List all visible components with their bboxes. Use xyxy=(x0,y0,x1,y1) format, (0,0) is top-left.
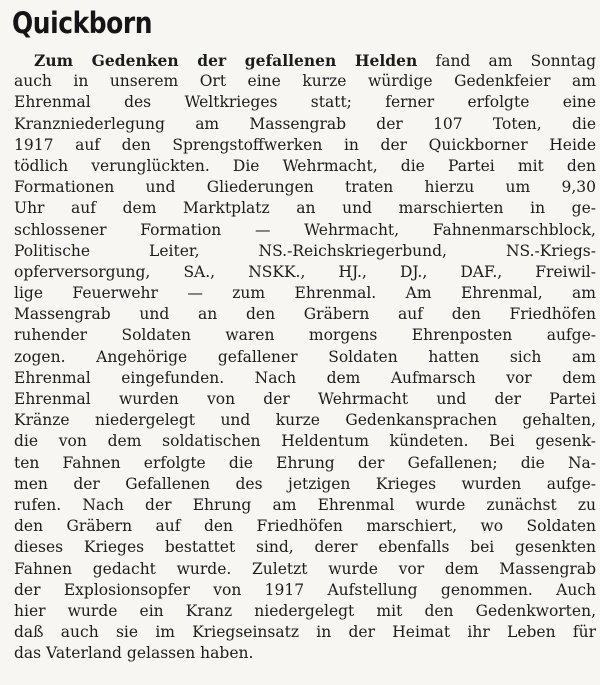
article-line: Fahnen gedacht wurde. Zuletzt wurde vor dem Massengrab xyxy=(14,559,596,578)
article-line: zogen. Angehörige gefallener Soldaten hatten sich am xyxy=(14,347,596,366)
article-line: Kranzniederlegung am Massengrab der 107 Toten, die xyxy=(14,114,596,133)
article-line: den Gräbern auf den Friedhöfen marschiert, wo Soldaten xyxy=(14,517,596,536)
article-line: tödlich verunglückten. Die Wehrmacht, die Partei mit den xyxy=(14,156,596,175)
article-line: die von dem soldatischen Heldentum kündeten. Bei gesenk- xyxy=(14,432,596,451)
article-line: auch in unserem Ort eine kurze würdige Gedenkfeier am xyxy=(14,72,596,91)
article-line: Politische Leiter, NS.-Reichskriegerbund, NS.-Kriegs- xyxy=(14,241,596,260)
article-line: dieses Krieges bestattet sind, derer ebenfalls bei gesenkten xyxy=(14,538,596,557)
article-line: Ehrenmal eingefunden. Nach dem Aufmarsch vor dem xyxy=(14,368,596,387)
article-line: das Vaterland gelassen haben. xyxy=(14,644,254,663)
article-line: Formationen und Gliederungen traten hierzu um 9,30 xyxy=(14,178,596,197)
article-line: Massengrab und an den Gräbern auf den Friedhöfen xyxy=(14,305,596,324)
article-line: ten Fahnen erfolgte die Ehrung der Gefallenen; die Na- xyxy=(14,453,596,472)
article-body xyxy=(14,50,596,664)
article-line: Uhr auf dem Marktplatz an und marschierten in ge- xyxy=(14,199,596,218)
article-line: Kränze niedergelegt und kurze Gedenkansprachen gehalten, xyxy=(14,411,596,430)
article-line: Ehrenmal des Weltkrieges statt; ferner erfolgte eine xyxy=(14,93,596,112)
article-line-text: fand am Sonntag xyxy=(435,52,596,70)
article-line xyxy=(14,50,596,71)
article-line: Ehrenmal wurden von der Wehrmacht und der Partei xyxy=(14,390,596,408)
article-line: schlossener Formation — Wehrmacht, Fahnenmarschblock, xyxy=(14,220,596,239)
article-line: hier wurde ein Kranz niedergelegt mit den Gedenkworten, xyxy=(14,601,596,620)
article-line: 1917 auf den Sprengstoffwerken in der Quickborner Heide xyxy=(14,135,596,154)
article-line: opferversorgung, SA., NSKK., HJ., DJ., DAF., Freiwil- xyxy=(14,262,596,281)
article-line: der Explosionsopfer von 1917 Aufstellung genommen. Auch xyxy=(14,580,596,599)
article-line: men der Gefallenen des jetzigen Krieges wurden aufge- xyxy=(14,474,596,493)
article-line: rufen. Nach der Ehrung am Ehrenmal wurde zunächst zu xyxy=(14,495,596,514)
lead-in: Zum Gedenken der gefallenen Helden xyxy=(34,51,418,70)
article-line: lige Feuerwehr — zum Ehrenmal. Am Ehrenmal, am xyxy=(14,284,596,303)
headline: Quickborn xyxy=(12,6,153,40)
article-line: ruhender Soldaten waren morgens Ehrenposten aufge- xyxy=(14,326,596,345)
article-line: daß auch sie im Kriegseinsatz in der Heimat ihr Leben für xyxy=(14,623,596,642)
